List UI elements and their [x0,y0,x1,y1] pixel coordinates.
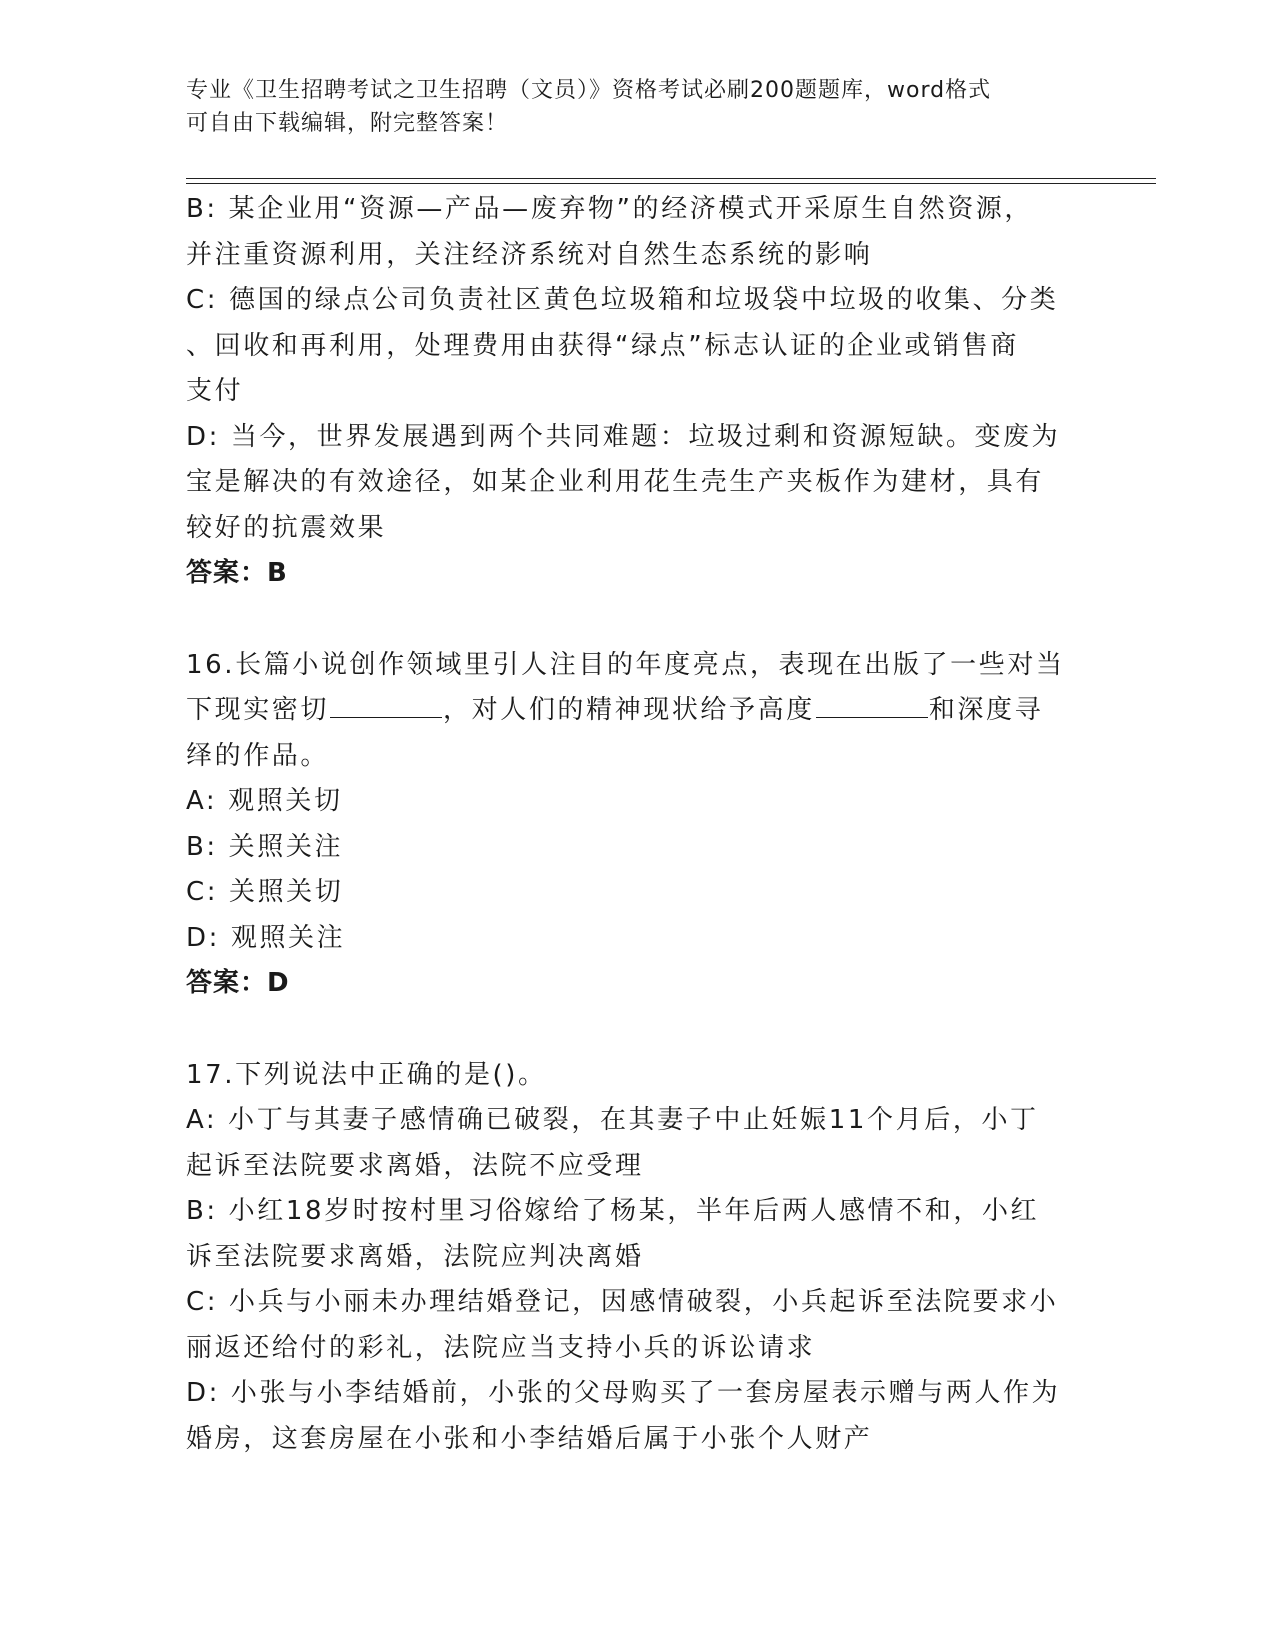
header-rule-bottom [186,183,1156,184]
q16-stem-line-1: 16.长篇小说创作领域里引人注目的年度亮点，表现在出版了一些对当 [186,649,1065,680]
q17-stem: 17.下列说法中正确的是()。 [186,1059,547,1090]
q15-option-b [186,187,1086,278]
q16-stem-part-a: 下现实密切 [186,695,330,725]
q15-option-d-line-2: 宝是解决的有效途径，如某企业利用花生壳生产夹板作为建材，具有 [186,467,1045,497]
q17-option-b-line-2: 诉至法院要求离婚，法院应判决离婚 [186,1241,644,1272]
q15-answer: 答案：B [186,558,288,588]
q16-stem-part-b: ，对人们的精神现状给予高度 [443,695,815,725]
q16-stem-line-2 [186,688,1086,734]
header-line-2: 可自由下载编辑，附完整答案！ [186,111,509,136]
q16-option-d: D: 观照关注 [186,922,346,953]
q15-option-c [186,278,1086,415]
q17-option-d [186,1371,1086,1462]
document-header [186,74,1076,140]
q17-option-c-line-1: C: 小兵与小丽未办理结婚登记，因感情破裂，小兵起诉至法院要求小 [186,1287,1059,1317]
q16-stem [186,643,1086,780]
q17-option-a-line-1: A: 小丁与其妻子感情确已破裂，在其妻子中止妊娠11个月后，小丁 [186,1105,1039,1135]
q15-option-d [186,415,1086,552]
q17-option-a-line-2: 起诉至法院要求离婚，法院不应受理 [186,1150,644,1181]
spacer [186,1007,1086,1053]
fill-in-blank-1 [330,693,442,718]
header-line-1: 专业《卫生招聘考试之卫生招聘（文员）》资格考试必刷200题题库，word格式 [186,78,992,103]
q16-answer: 答案：D [186,968,290,998]
spacer [186,597,1086,643]
q17-option-a [186,1098,1086,1189]
q15-option-b-line-1: B: 某企业用“资源—产品—废弃物”的经济模式开采原生自然资源， [186,194,1034,224]
fill-in-blank-2 [816,693,928,718]
header-rule-top [186,178,1156,179]
question-body [186,187,1086,1462]
q16-option-a: A: 观照关切 [186,786,343,816]
q17-option-d-line-1: D: 小张与小李结婚前，小张的父母购买了一套房屋表示赠与两人作为 [186,1378,1061,1408]
q15-option-d-line-3: 较好的抗震效果 [186,512,387,543]
q16-stem-part-c: 和深度寻 [928,695,1044,725]
q17-option-d-line-2: 婚房，这套房屋在小张和小李结婚后属于小张个人财产 [186,1423,873,1454]
q15-option-d-line-1: D: 当今，世界发展遇到两个共同难题：垃圾过剩和资源短缺。变废为 [186,421,1061,452]
q16-stem-line-3: 绎的作品。 [186,740,330,771]
q16-option-b: B: 关照关注 [186,831,344,862]
q15-option-c-line-1: C: 德国的绿点公司负责社区黄色垃圾箱和垃圾袋中垃圾的收集、分类 [186,285,1059,315]
q15-option-c-line-3: 支付 [186,376,244,406]
q17-option-c-line-2: 丽返还给付的彩礼，法院应当支持小兵的诉讼请求 [186,1332,816,1363]
q15-option-c-line-2: 、回收和再利用，处理费用由获得“绿点”标志认证的企业或销售商 [186,330,1019,361]
q17-option-b [186,1189,1086,1280]
q15-option-b-line-2: 并注重资源利用，关注经济系统对自然生态系统的影响 [186,239,873,270]
q17-option-c [186,1280,1086,1371]
q16-option-c: C: 关照关切 [186,877,344,907]
q17-option-b-line-1: B: 小红18岁时按村里习俗嫁给了杨某，半年后两人感情不和，小红 [186,1196,1040,1226]
